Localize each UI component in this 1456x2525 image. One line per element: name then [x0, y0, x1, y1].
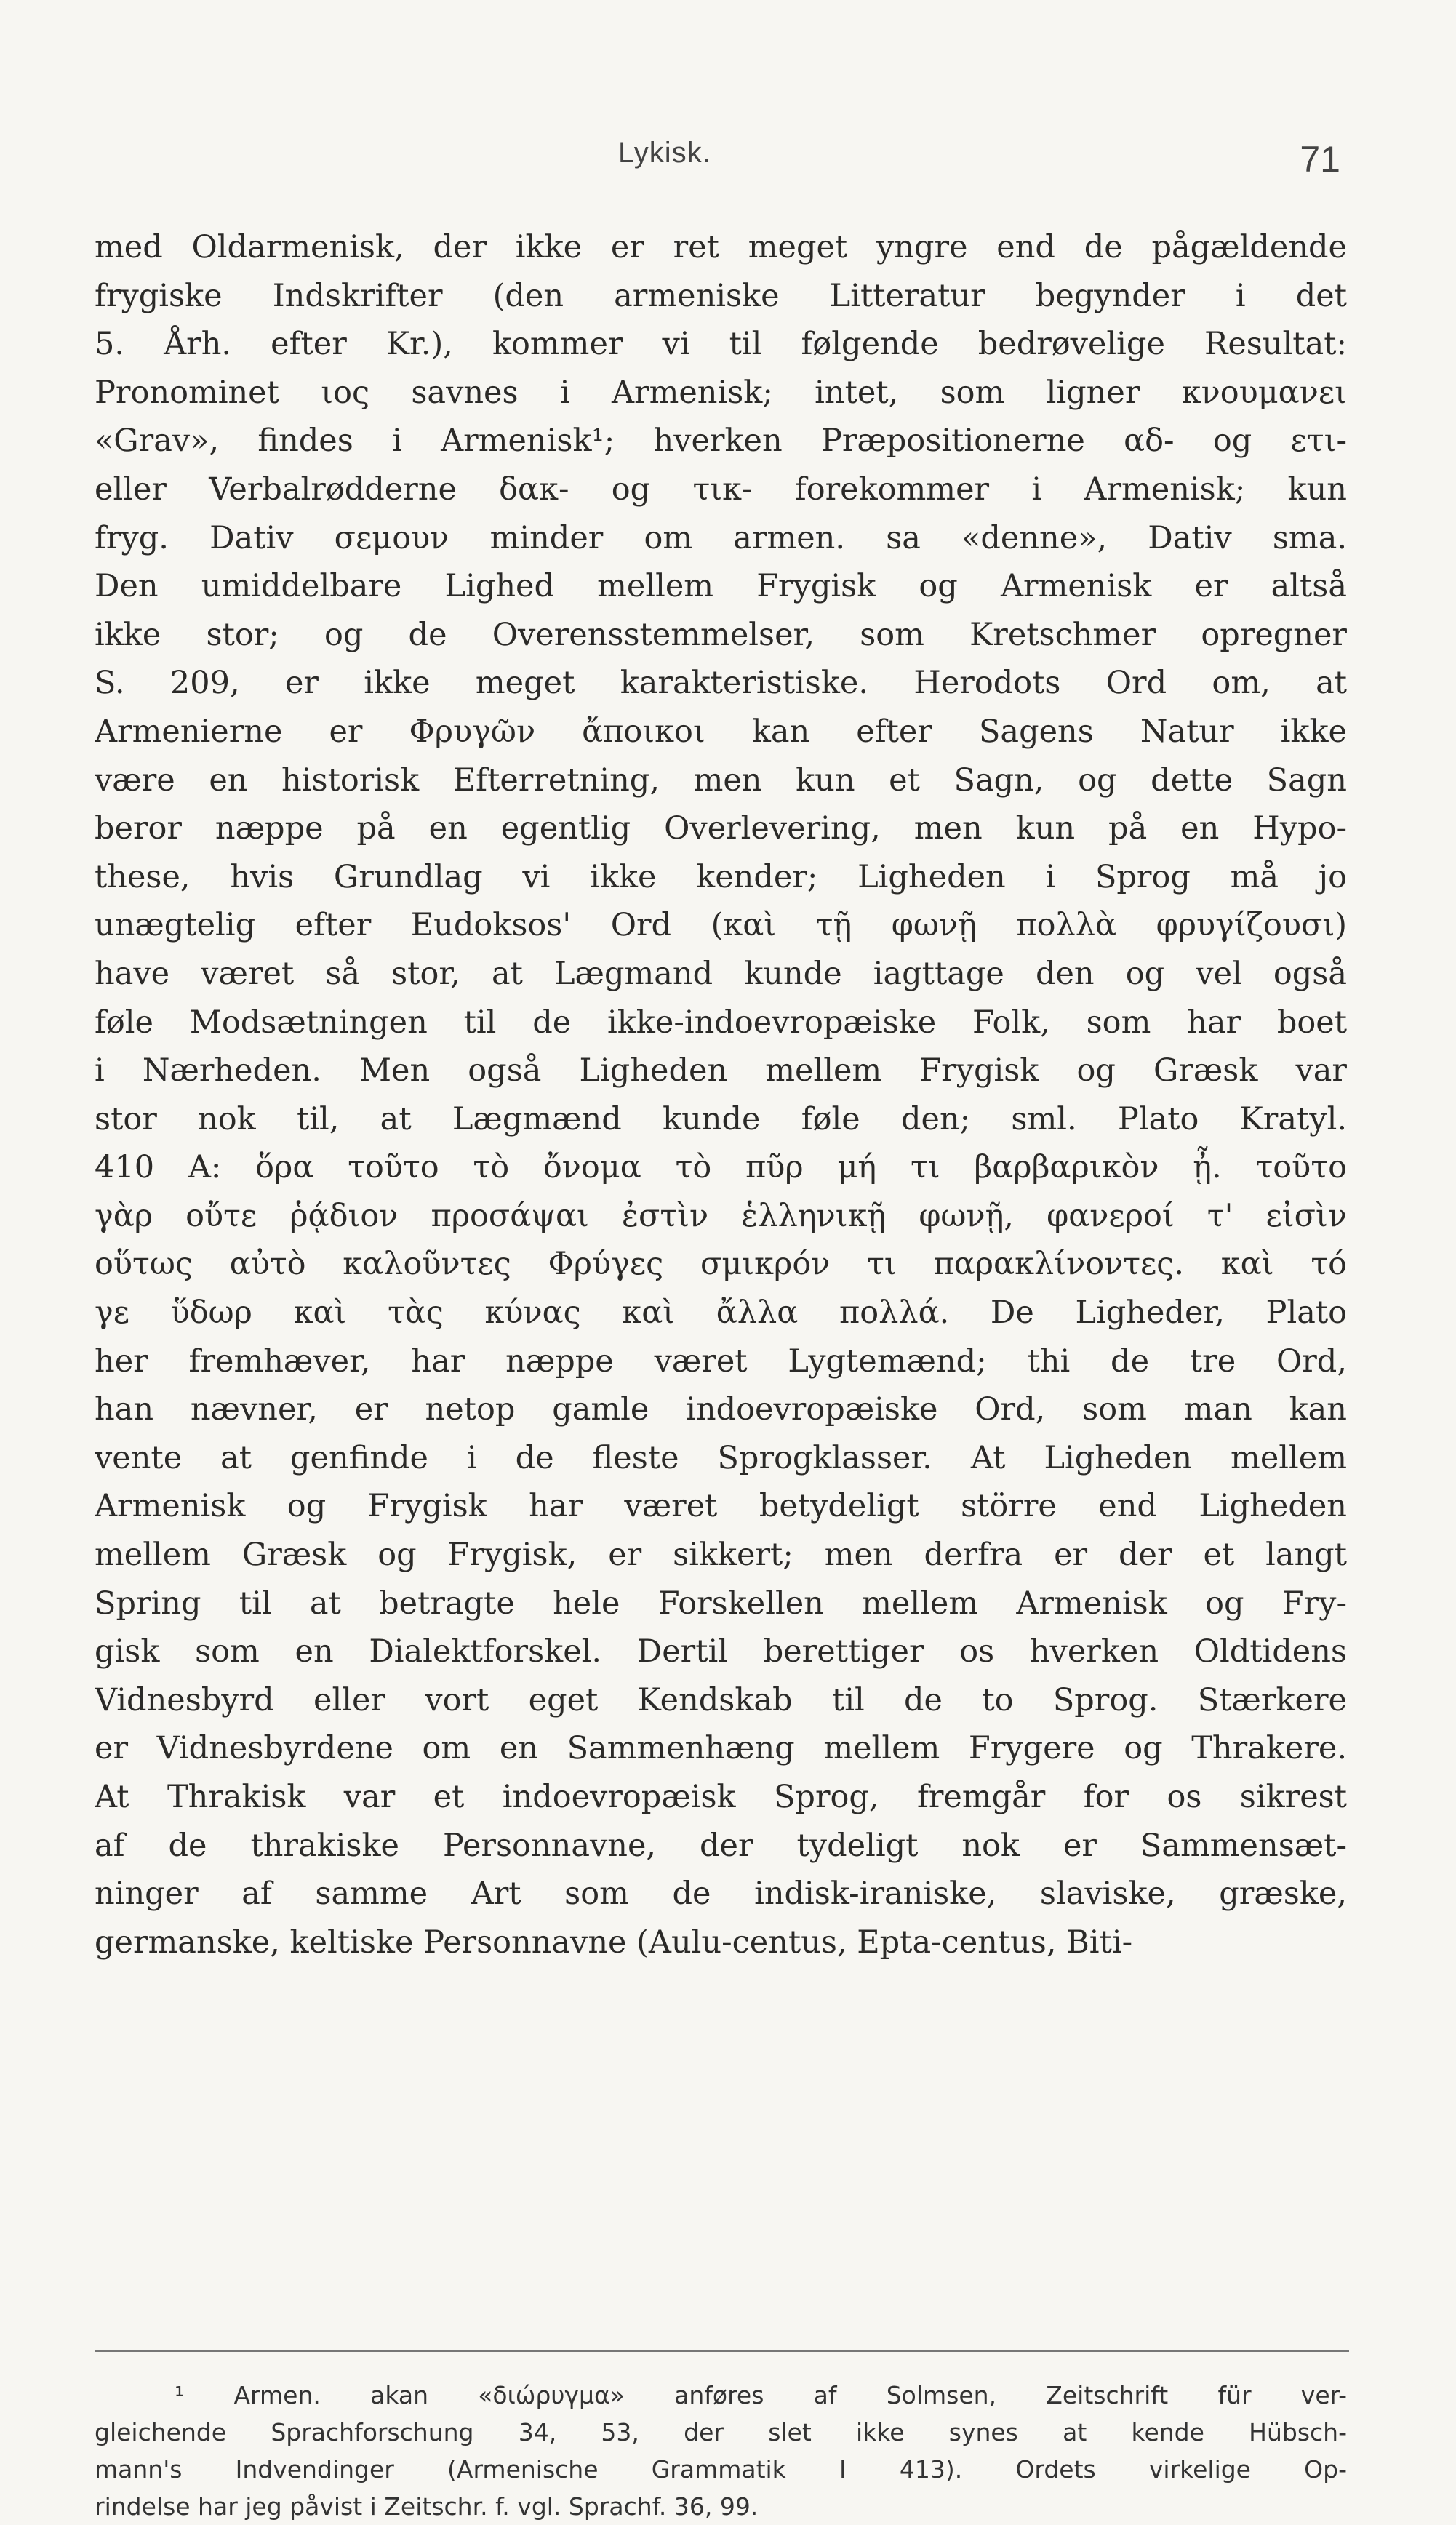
footnote-line: ¹ Armen. akan «διώρυγμα» anføres af Solmsen, Zeitschrift für ver- — [175, 2381, 1347, 2409]
text-line: af de thrakiske Personnavne, der tydeligt nok er Sammensæt- — [95, 1827, 1347, 1864]
text-line: 5. Årh. efter Kr.), kommer vi til følgende bedrøvelige Resultat: — [95, 326, 1347, 363]
text-line: beror næppe på en egentlig Overlevering, men kun på en Hypo- — [95, 810, 1347, 847]
text-line: her fremhæver, har næppe været Lygtemænd; thi de tre Ord, — [95, 1342, 1347, 1380]
page-header — [95, 137, 1349, 180]
text-line: Vidnesbyrd eller vort eget Kendskab til de to Sprog. Stærkere — [95, 1681, 1347, 1718]
text-line: Pronominet ιος savnes i Armenisk; intet, som ligner κνουμανει — [95, 374, 1347, 411]
text-line: mellem Græsk og Frygisk, er sikkert; men derfra er der et langt — [95, 1537, 1347, 1574]
text-line: fryg. Dativ σεμουν minder om armen. sa «denne», Dativ sma. — [95, 519, 1347, 556]
text-line: han nævner, er netop gamle indoevropæiske Ord, som man kan — [95, 1391, 1347, 1428]
text-line: germanske, keltiske Personnavne (Aulu-centus, Epta-centus, Biti- — [95, 1924, 1133, 1961]
text-line: unægtelig efter Eudoksos' Ord (καὶ τῇ φωνῇ πολλὰ φρυγίζουσι) — [95, 907, 1347, 944]
text-line: er Vidnesbyrdene om en Sammenhæng mellem Frygere og Thrakere. — [95, 1730, 1347, 1767]
book-page — [95, 0, 1349, 2521]
text-line: At Thrakisk var et indoevropæisk Sprog, fremgår for os sikrest — [95, 1779, 1347, 1815]
text-line: have været så stor, at Lægmand kunde iagttage den og vel også — [95, 955, 1347, 992]
text-line: «Grav», findes i Armenisk¹; hverken Præpositionerne αδ- og ετι- — [95, 423, 1347, 460]
text-line: Den umiddelbare Lighed mellem Frygisk og Armenisk er altså — [95, 568, 1347, 605]
footnote-line: rindelse har jeg påvist i Zeitschr. f. vgl. Sprachf. 36, 99. — [95, 2492, 759, 2521]
text-line: vente at genfinde i de fleste Sprogklasser. At Ligheden mellem — [95, 1439, 1347, 1476]
footnote-divider — [95, 2350, 1349, 2352]
footnote — [95, 2377, 1347, 2525]
page-number: 71 — [1300, 139, 1340, 180]
text-line: ninger af samme Art som de indisk-iraniske, slaviske, græske, — [95, 1876, 1347, 1913]
text-line: frygiske Indskrifter (den armeniske Litteratur begynder i det — [95, 277, 1347, 314]
text-line: Armenisk og Frygisk har været betydeligt större end Ligheden — [95, 1488, 1347, 1525]
body-text — [95, 223, 1347, 1966]
text-line: ikke stor; og de Overensstemmelser, som Kretschmer opregner — [95, 616, 1347, 653]
text-line: S. 209, er ikke meget karakteristiske. Herodots Ord om, at — [95, 665, 1347, 702]
text-line: γὰρ οὔτε ῥᾴδιον προσάψαι ἐστὶν ἑλληνικῇ φωνῇ, φανεροί τ' εἰσὶν — [95, 1197, 1347, 1234]
text-line: 410 A: ὅρα τοῦτο τὸ ὄνομα τὸ πῦρ μή τι βαρβαρικὸν ᾖ. τοῦτο — [95, 1149, 1347, 1186]
footnote-line: gleichende Sprachforschung 34, 53, der slet ikke synes at kende Hübsch- — [95, 2418, 1347, 2446]
text-line: føle Modsætningen til de ikke-indoevropæiske Folk, som har boet — [95, 1004, 1347, 1041]
text-line: eller Verbalrødderne δακ- og τικ- forekommer i Armenisk; kun — [95, 471, 1347, 508]
text-line: these, hvis Grundlag vi ikke kender; Ligheden i Sprog må jo — [95, 858, 1347, 895]
text-line: gisk som en Dialektforskel. Dertil berettiger os hverken Oldtidens — [95, 1633, 1347, 1670]
running-title: Lykisk. — [618, 137, 711, 169]
text-line: i Nærheden. Men også Ligheden mellem Frygisk og Græsk var — [95, 1052, 1347, 1089]
text-line: Spring til at betragte hele Forskellen mellem Armenisk og Fry- — [95, 1585, 1347, 1622]
text-line: være en historisk Efterretning, men kun et Sagn, og dette Sagn — [95, 761, 1347, 799]
text-line: Armenierne er Φρυγῶν ἄποικοι kan efter Sagens Natur ikke — [95, 713, 1347, 750]
text-line: med Oldarmenisk, der ikke er ret meget yngre end de pågældende — [95, 229, 1347, 265]
text-line: stor nok til, at Lægmænd kunde føle den; sml. Plato Kratyl. — [95, 1100, 1347, 1137]
text-line: γε ὕδωρ καὶ τὰς κύνας καὶ ἄλλα πολλά. De Ligheder, Plato — [95, 1294, 1347, 1332]
text-line: οὕτως αὐτὸ καλοῦντες Φρύγες σμικρόν τι παρακλίνοντες. καὶ τό — [95, 1246, 1347, 1283]
footnote-line: mann's Indvendinger (Armenische Grammatik I 413). Ordets virkelige Op- — [95, 2455, 1347, 2484]
